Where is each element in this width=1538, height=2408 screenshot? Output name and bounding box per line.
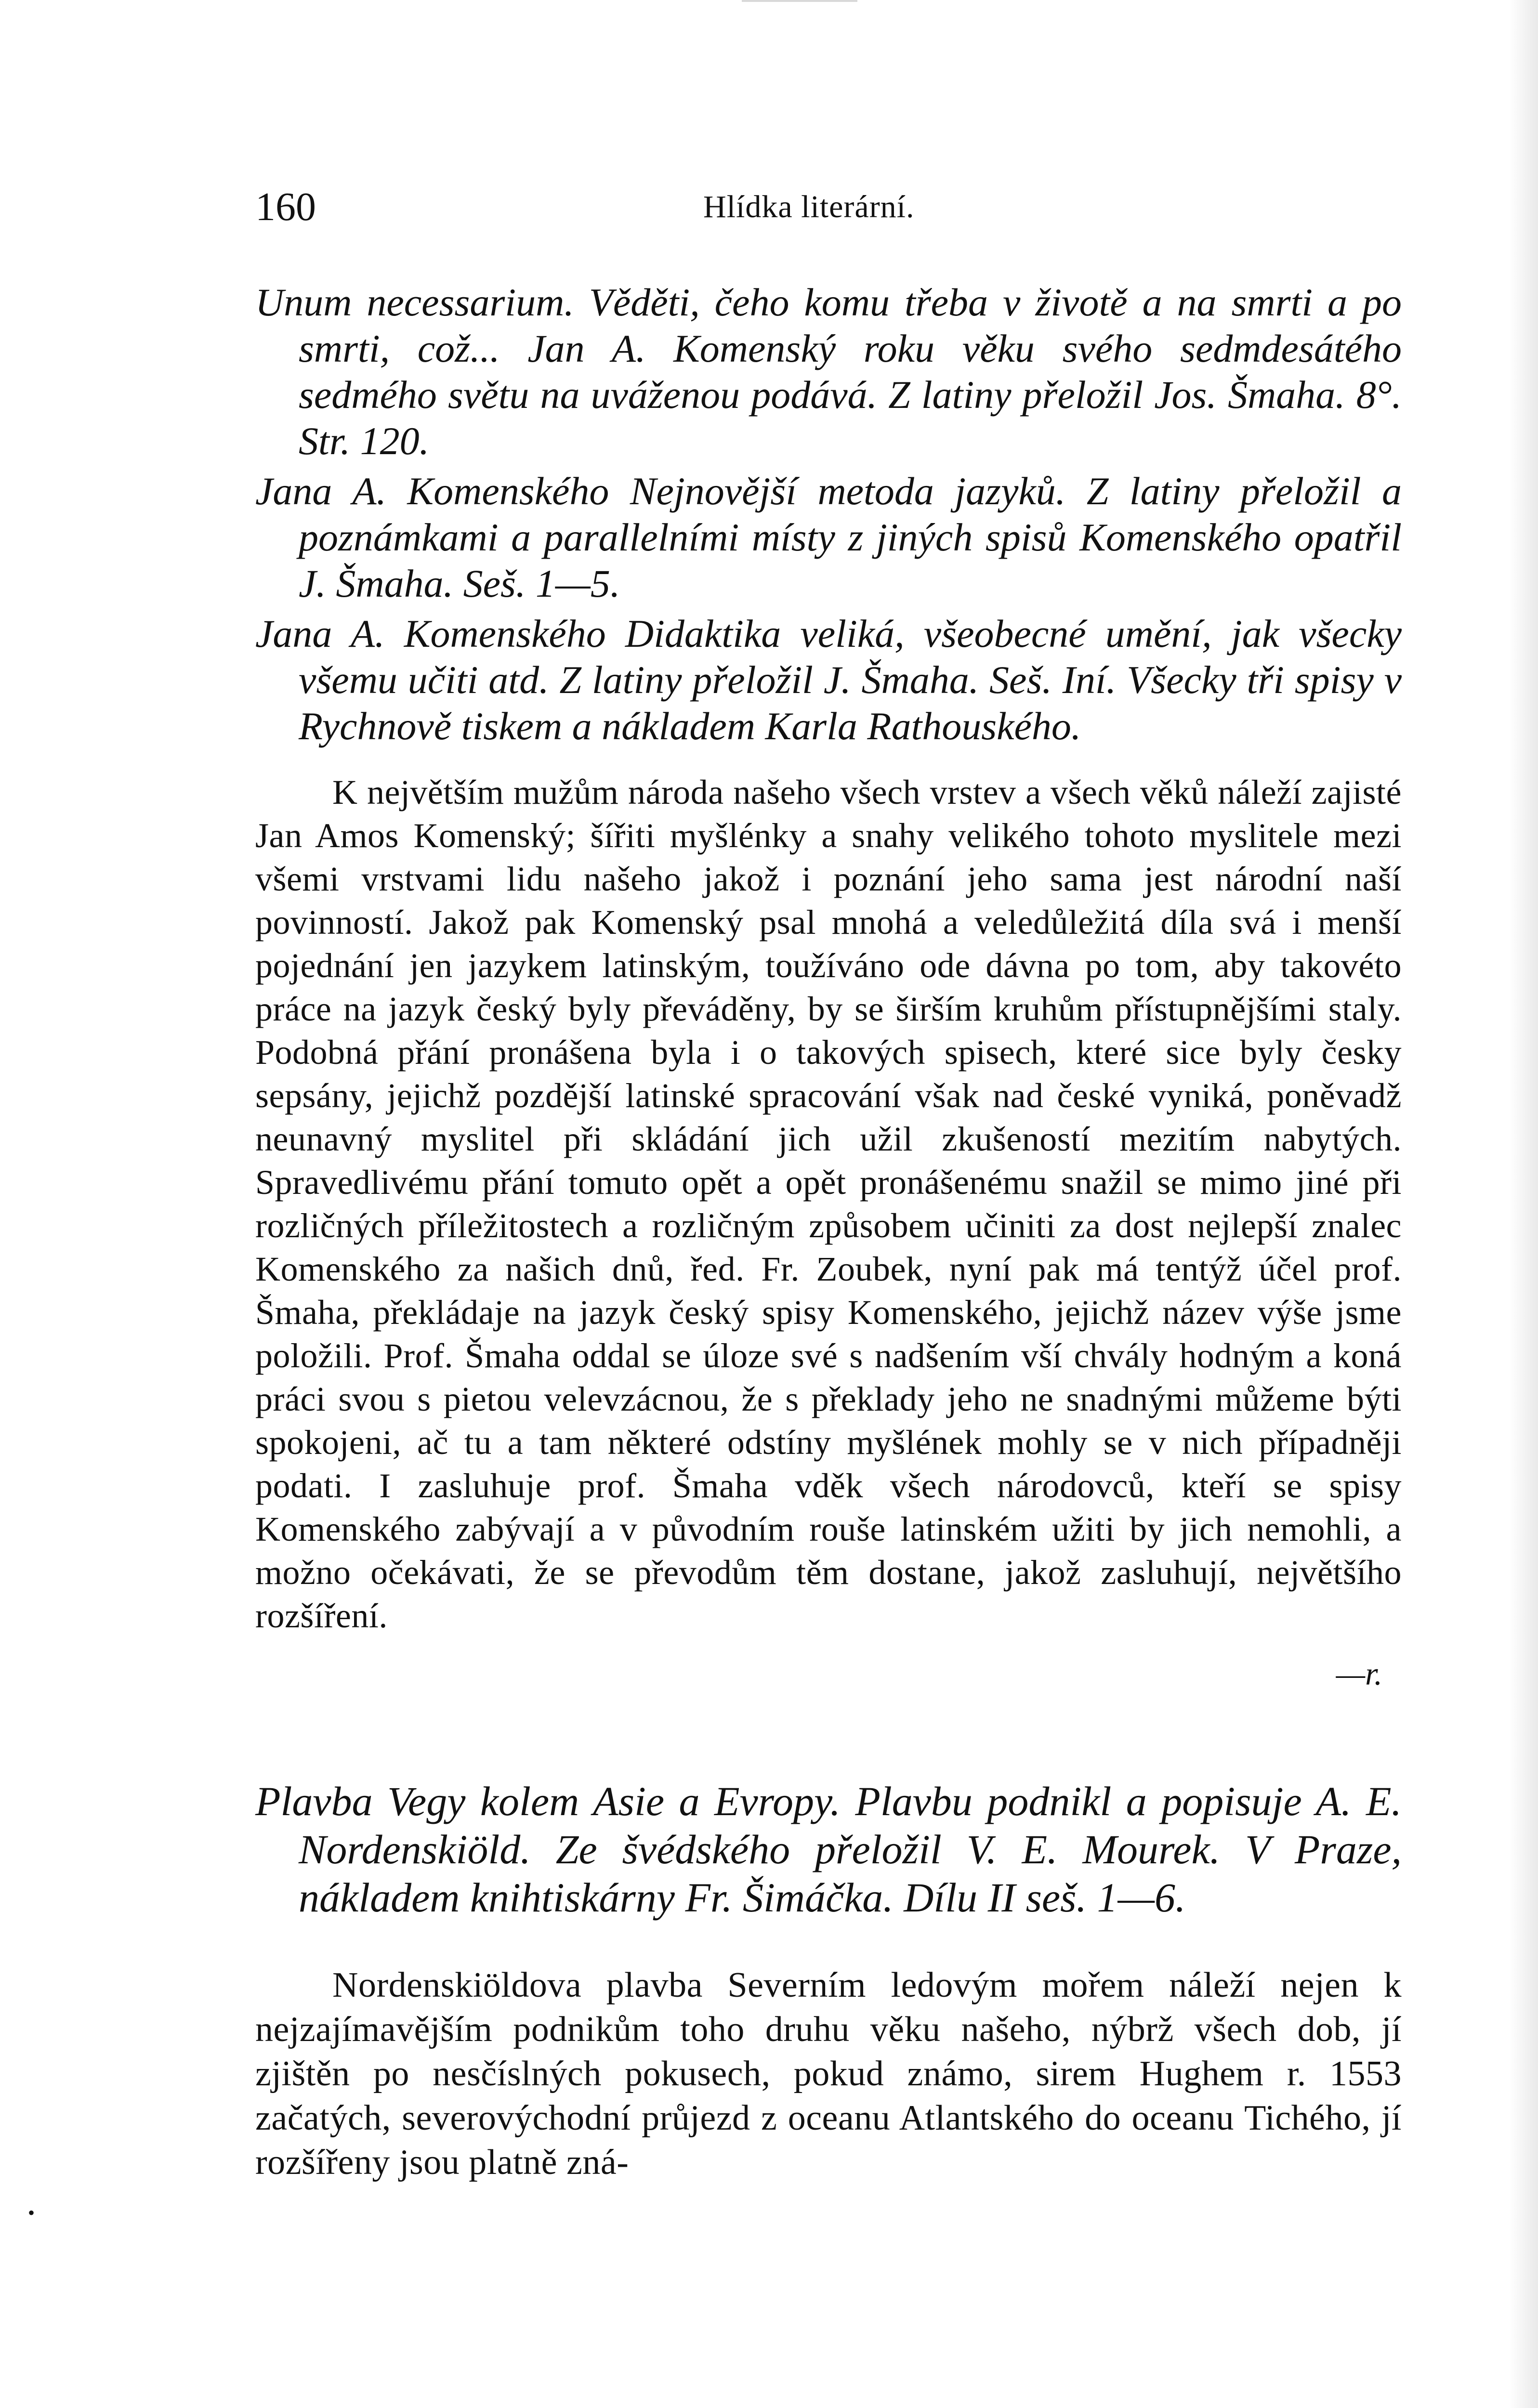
review-plavba-vegy [255,1777,1402,2185]
review-komensky [255,279,1402,1695]
citation-nejnovejsi-metoda: Jana A. Komenského Nejnovější metoda jazyků. Z latiny přeložil a poznámkami a parallelními místy z jiných spisů Komenského opatřil J. Šmaha. Seš. 1—5. [255,469,1402,605]
review-body: K největším mužům národa našeho všech vrstev a všech věků náleží zajisté Jan Amos Komenský; šířiti myšlénky a snahy velikého tohoto myslitele mezi všemi vrstvami lidu našeho jakož i poznání jeho sama jest národní naší povinností. Jakož pak Komenský psal mnohá a veledůležitá díla svá i menší pojednání jen jazykem latinským, toužíváno ode dávna po tom, aby takovéto práce na jazyk český byly převáděny, by se širším kruhům přístupnějšími staly. Podobná přání pronášena byla i o takových spisech, které sice byly česky sepsány, jejichž pozdější latinské spracování však nad české vyniká, poněvadž neunavný myslitel při skládání jich užil zkušeností mezitím nabytých. Spravedlivému přání tomuto opět a opět pronášenému snažil se mimo jiné při rozličných příležitostech a rozličným způsobem učiniti za dost nejlepší znalec Komenského za našich dnů, řed. Fr. Zoubek, nyní pak má tentýž účel prof. Šmaha, překládaje na jazyk český spisy Komenského, jejichž název výše jsme položili. Prof. Šmaha oddal se úloze své s nadšením vší chvály hodným a koná práci svou s pietou velevzácnou, že s překlady jeho ne snadnými můžeme býti spokojeni, ač tu a tam některé odstíny myšlének mohly se v nich případněji podati. I zasluhuje prof. Šmaha vděk všech národovců, kteří se spisy Komenského zabývají a v původním rouše latinském užiti by jich nemohli, a možno očekávati, že se převodům těm dostane, jakož zasluhují, největšího rozšíření. [255,773,1402,1635]
page-content [255,279,1402,2185]
review-body: Nordenskiöldova plavba Severním ledovým mořem náleží nejen k nejzajímavějším podnikům toho druhu věku našeho, nýbrž všech dob, jí zjištěn po nesčíslných pokusech, pokud známo, sirem Hughem r. 1553 začatých, severovýchodní průjezd z oceanu Atlantského do oceanu Tichého, jí rozšířeny jsou platně zná- [255,1965,1402,2182]
running-head: Hlídka literární. [703,189,915,224]
review-signature: —r. [1336,1655,1382,1692]
page-number: 160 [255,184,316,229]
citation-unum-necessarium: Unum necessarium. Věděti, čeho komu třeba v životě a na smrti a po smrti, což... Jan A. Komenský roku věku svého sedmdesátého sedmého světu na uváženou podává. Z latiny přeložil Jos. Šmaha. 8°. Str. 120. [255,280,1402,463]
bibliographic-citations [255,279,1402,749]
scan-edge-shadow [1509,0,1538,2408]
margin-mark: • [28,2202,35,2224]
page-header [255,183,1411,231]
citation-didaktika: Jana A. Komenského Didaktika veliká, všeobecné umění, jak všecky všemu učiti atd. Z latiny přeložil J. Šmaha. Seš. Iní. Všecky tři spisy v Rychnově tiskem a nákladem Karla Rathouského. [255,612,1402,748]
citation-plavba-vegy: Plavba Vegy kolem Asie a Evropy. Plavbu podnikl a popisuje A. E. Nordenskiöld. Ze švédského přeložil V. E. Mourek. V Praze, nákladem knihtiskárny Fr. Šimáčka. Dílu II seš. 1—6. [255,1778,1402,1921]
bibliographic-citation [255,1777,1402,1922]
scan-edge-mark [742,0,857,2]
